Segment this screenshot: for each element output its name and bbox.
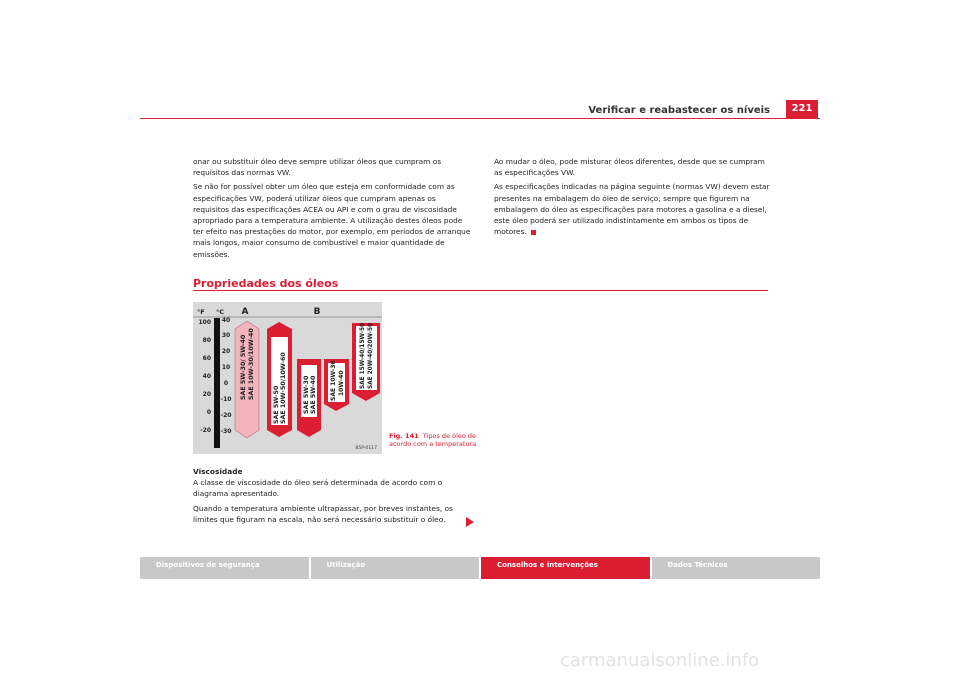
c-tick: 40 [221, 317, 231, 324]
oil-viscosity-figure [193, 302, 382, 454]
celsius-unit-label: °C [216, 308, 225, 316]
f-tick: 40 [202, 373, 211, 380]
oil-band-b2-label-1: SAE 5W-30 [303, 375, 310, 414]
c-tick: -10 [220, 396, 232, 403]
column-b-label: B [313, 307, 321, 317]
right-paragraph-2-wrap [494, 181, 774, 237]
left-paragraph-2: Se não for possível obter um óleo que esteja em conformidade com as especificações VW, poderá utilizar óleos que cumpram apenas os requisitos das especificações ACEA ou API e com o grau de viscosidade apropriado para a temperatura ambiente. A utilização destes óleos pode ter efeito nas prestações do motor, por exemplo, em períodos de arranque mais longos, maior consumo de combustível e maior quantidade de emissões. [193, 182, 471, 259]
oil-viscosity-diagram [193, 302, 382, 454]
c-tick: 30 [221, 332, 231, 339]
right-paragraph-2: As especificações indicadas na página seguinte (normas VW) devem estar presentes na embalagem do óleo de serviço; sempre que figurem na embalagem do óleo as especificações para motores a gasolina e a diesel, este óleo poderá ser utilizado indistintamente em ambos os tipos de motores. [494, 182, 770, 237]
end-of-section-marker-icon [531, 230, 536, 235]
page-header-title: Verificar e reabastecer os níveis [588, 105, 770, 116]
thermometer-icon [214, 318, 220, 448]
section-title: Propriedades dos óleos [193, 277, 339, 290]
fahrenheit-unit-label: °F [197, 308, 205, 316]
right-paragraph-1: Ao mudar o óleo, pode misturar óleos diferentes, desde que se cumpram as especificações VW. [494, 157, 765, 178]
footer-nav [140, 557, 820, 579]
viscosity-paragraph-2: Quando a temperatura ambiente ultrapassar, por breves instantes, os limites que figuram na escala, não será necessário substituir o óleo. [193, 503, 453, 524]
c-tick: -20 [220, 412, 232, 419]
oil-band-a-label-1: SAE 5W-30/ 5W-40 [240, 334, 247, 400]
f-tick: -20 [200, 427, 211, 434]
oil-band-b1-label-2: SAE 10W-50/10W-60 [280, 352, 287, 424]
oil-band-a-label-2: SAE 10W-30/10W-40 [248, 328, 255, 400]
oil-band-b3-label-1: SAE 10W-30 [330, 360, 337, 401]
right-column [494, 156, 774, 240]
watermark: carmanualsonline.info [560, 650, 760, 671]
viscosity-section [193, 466, 471, 528]
left-paragraph-1: onar ou substituir óleo deve sempre utilizar óleos que cumpram os requisitos das normas VW. [193, 157, 442, 178]
oil-band-b4-label-2: SAE 20W-40/20W-50 [368, 322, 374, 389]
viscosity-heading: Viscosidade [193, 467, 243, 476]
f-tick: 100 [198, 319, 211, 326]
tab-dispositivos-seguranca[interactable]: Dispositivos de segurança [140, 557, 309, 579]
c-tick: 20 [221, 348, 231, 355]
figure-caption-text: Tipos de óleo de acordo com a temperatura [389, 432, 477, 448]
c-tick: 0 [223, 380, 229, 387]
oil-band-b4-label-1: SAE 15W-40/15W-50 [360, 322, 366, 389]
oil-band-b1-label-1: SAE 5W-50 [273, 385, 280, 424]
f-tick: 20 [202, 391, 211, 398]
oil-band-b3-label-2: 10W-40 [338, 370, 345, 396]
c-tick: -30 [220, 428, 232, 435]
tab-dados-tecnicos[interactable]: Dados Técnicos [652, 557, 821, 579]
continue-arrow-icon [466, 517, 474, 527]
tab-conselhos-intervencoes[interactable]: Conselhos e intervenções [481, 557, 650, 579]
figure-caption [389, 432, 479, 448]
figure-caption-label: Fig. 141 [389, 432, 419, 440]
figure-code: B5P-0117 [355, 446, 377, 451]
f-tick: 0 [206, 409, 211, 416]
header-divider [140, 118, 820, 119]
oil-band-a [235, 321, 259, 438]
oil-band-b2-label-2: SAE 5W-40 [310, 375, 317, 414]
c-tick: 10 [221, 364, 231, 371]
column-a-label: A [241, 307, 249, 317]
left-column [193, 156, 471, 263]
tab-utilizacao[interactable]: Utilização [311, 557, 480, 579]
section-divider [193, 290, 768, 291]
viscosity-paragraph-1: A classe de viscosidade do óleo será determinada de acordo com o diagrama apresentado. [193, 478, 443, 499]
f-tick: 80 [202, 337, 211, 344]
page-number: 221 [786, 100, 818, 118]
f-tick: 60 [202, 355, 211, 362]
